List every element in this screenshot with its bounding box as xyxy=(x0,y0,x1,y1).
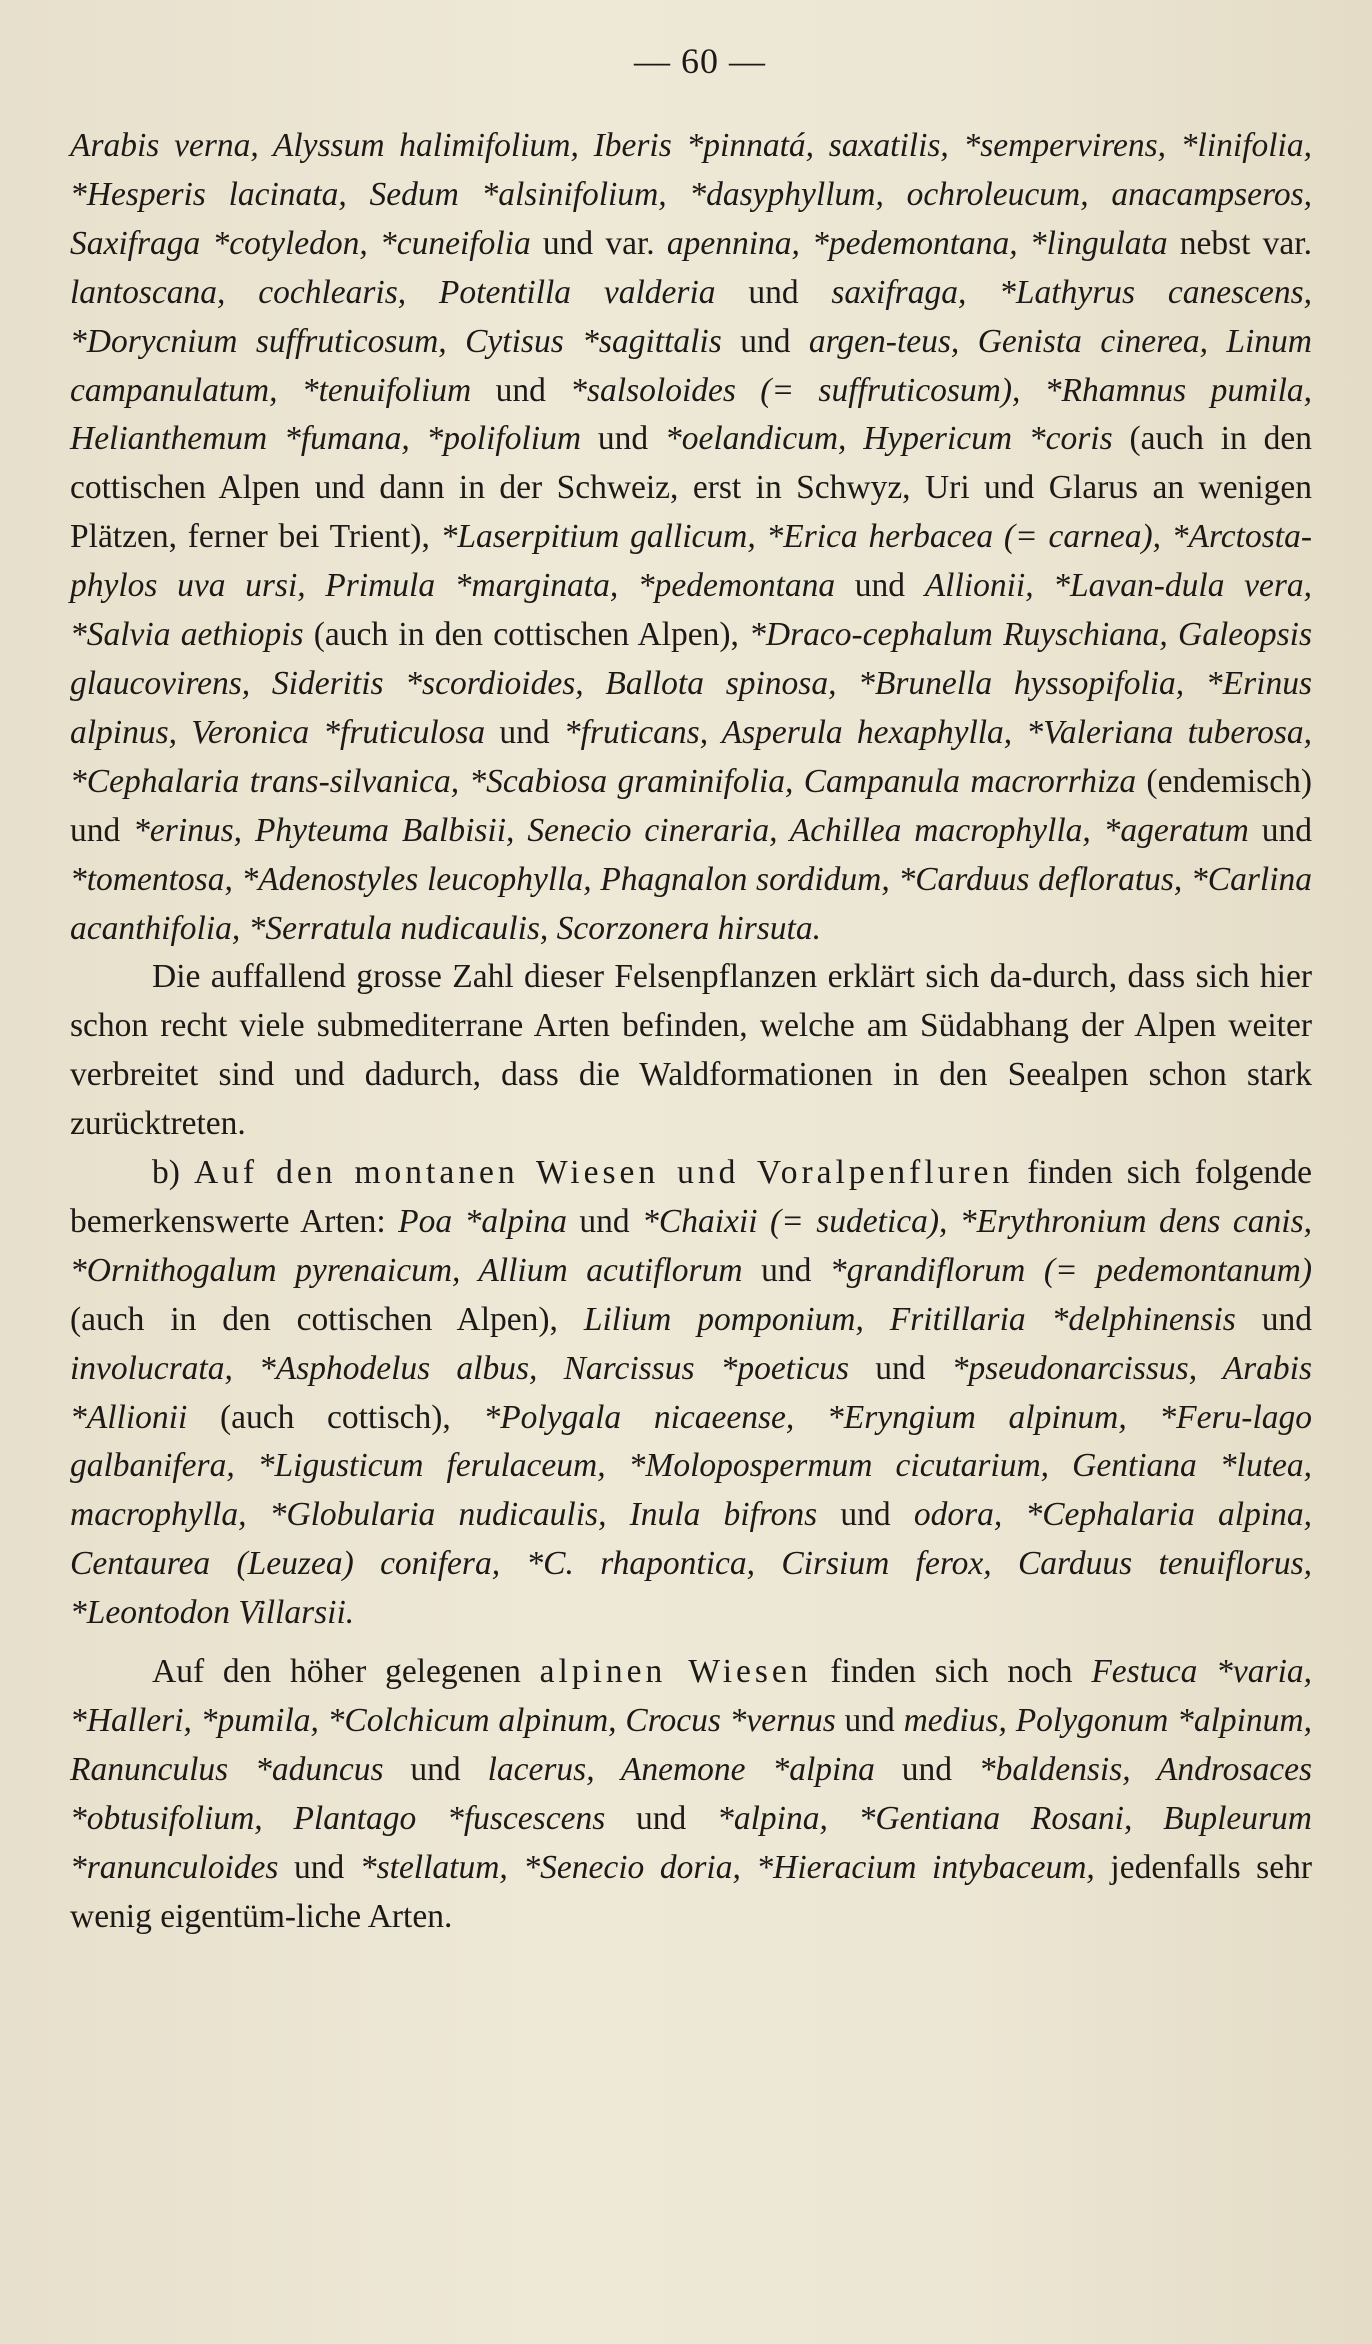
text-body xyxy=(70,122,1312,1942)
page-number: — 60 — xyxy=(634,41,766,81)
rock-plants-explanation-paragraph: Die auffallend grosse Zahl dieser Felsenpflanzen erklärt sich da-durch, dass sich hier schon recht viele submediterrane Arten befinden, welche am Südabhang der Alpen weiter verbreitet sind und dadurch, dass die Waldformationen in den Seealpen schon stark zurücktreten. xyxy=(70,958,1312,1143)
species-list-paragraph: Arabis verna, Alyssum halimifolium, Iberis *pinnatá, saxatilis, *sempervirens, *linifolia, *Hesperis lacinata, Sedum *alsinifolium, *dasyphyllum, ochroleucum, anacampseros, Saxifraga *cotyledon, *cuneifolia und var. apennina, *pedemontana, *lingulata nebst var. lantoscana, cochlearis, Potentilla valderia und saxifraga, *Lathyrus canescens, *Dorycnium suffruticosum, Cytisus *sagittalis und argen-teus, Genista cinerea, Linum campanulatum, *tenuifolium und *salsoloides (= suffruticosum), *Rhamnus pumila, Helianthemum *fumana, *polifolium und *oelandicum, Hypericum *coris (auch in den cottischen Alpen und dann in der Schweiz, erst in Schwyz, Uri und Glarus an wenigen Plätzen, ferner bei Trient), *Laserpitium gallicum, *Erica herbacea (= carnea), *Arctosta-phylos uva ursi, Primula *marginata, *pedemontana und Allionii, *Lavan-dula vera, *Salvia aethiopis (auch in den cottischen Alpen), *Draco-cephalum Ruyschiana, Galeopsis glaucovirens, Sideritis *scordioides, Ballota spinosa, *Brunella hyssopifolia, *Erinus alpinus, Veronica *fruticulosa und *fruticans, Asperula hexaphylla, *Valeriana tuberosa, *Cephalaria trans-silvanica, *Scabiosa graminifolia, Campanula macrorrhiza (endemisch) und *erinus, Phyteuma Balbisii, Senecio cineraria, Achillea macrophylla, *ageratum und *tomentosa, *Adenostyles leucophylla, Phagnalon sordidum, *Carduus defloratus, *Carlina acanthifolia, *Serratula nudicaulis, Scorzonera hirsuta. xyxy=(70,127,1313,947)
alpine-meadows-paragraph: Auf den höher gelegenen alpinen Wiesen finden sich noch Festuca *varia, *Halleri, *pumila, *Colchicum alpinum, Crocus *vernus und medius, Polygonum *alpinum, Ranunculus *aduncus und lacerus, Anemone *alpina und *baldensis, Androsaces *obtusifolium, Plantago *fuscescens und *alpina, *Gentiana Rosani, Bupleurum *ranunculoides und *stellatum, *Senecio doria, *Hieracium intybaceum, jedenfalls sehr wenig eigentüm-liche Arten. xyxy=(70,1653,1313,1935)
montane-meadows-paragraph: b) Auf den montanen Wiesen und Voralpenfluren finden sich folgende bemerkenswerte Arten: Poa *alpina und *Chaixii (= sudetica), *Erythronium dens canis, *Ornithogalum pyrenaicum, Allium acutiflorum und *grandiflorum (= pedemontanum) (auch in den cottischen Alpen), Lilium pomponium, Fritillaria *delphinensis und involucrata, *Asphodelus albus, Narcissus *poeticus und *pseudonarcissus, Arabis *Allionii (auch cottisch), *Polygala nicaeense, *Eryngium alpinum, *Feru-lago galbanifera, *Ligusticum ferulaceum, *Molopospermum cicutarium, Gentiana *lutea, macrophylla, *Globularia nudicaulis, Inula bifrons und odora, *Cephalaria alpina, Centaurea (Leuzea) conifera, *C. rhapontica, Cirsium ferox, Carduus tenuiflorus, *Leontodon Villarsii. xyxy=(70,1154,1313,1632)
